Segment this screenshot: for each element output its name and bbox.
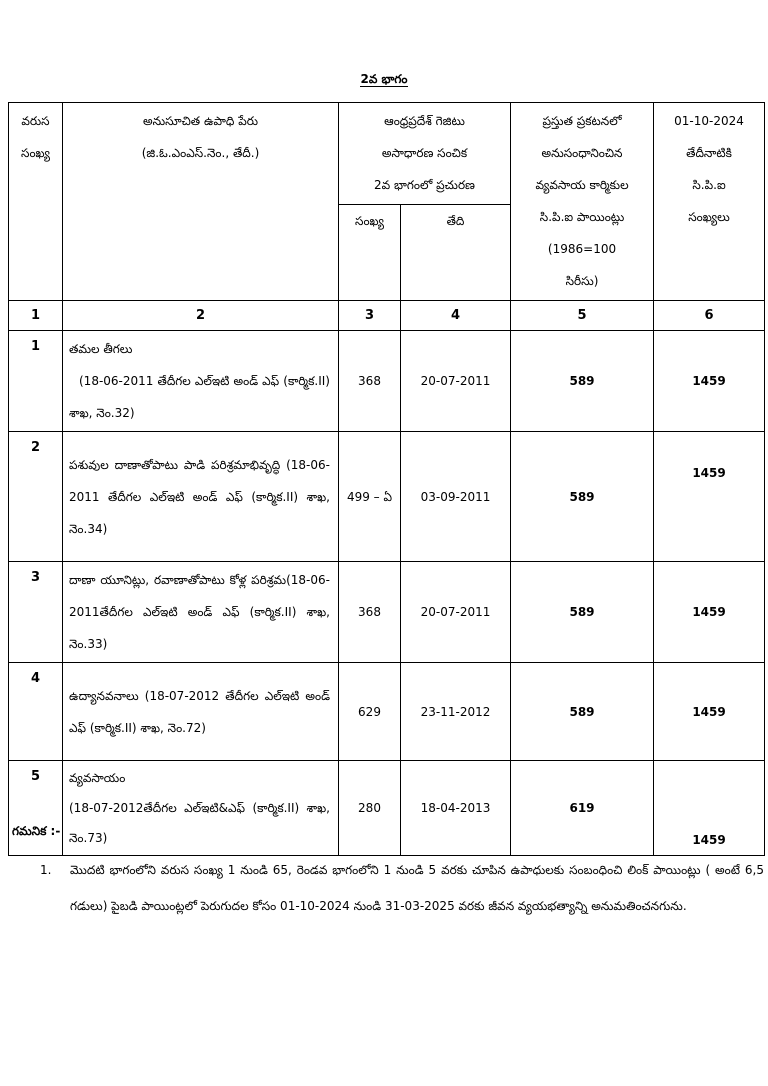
row-serial: 4: [9, 663, 63, 761]
row-employment: పశువుల దాణాతోపాటు పాడి పరిశ్రమాభివృద్ధి (18-06-2011 తేదీగల ఎల్ఇటి అండ్ ఎఫ్ (కార్మిక.II) శాఖ, నెం.34): [63, 432, 339, 562]
row-current-cpi: 1459: [654, 331, 765, 432]
row-employment: ఉద్యానవనాలు (18-07-2012 తేదీగల ఎల్ఇటి అండ్ ఎఫ్ (కార్మిక.II) శాఖ, నెం.72): [63, 663, 339, 761]
table-row: [9, 331, 765, 432]
row-linked-cpi: 589: [511, 562, 654, 663]
col-number: 4: [401, 301, 511, 331]
row-current-cpi: 1459: [654, 663, 765, 761]
header-current-cpi: 01-10-2024 తేదీనాటికి సి.పి.ఐ సంఖ్యలు: [654, 103, 765, 301]
header-employment-name: అనుసూచిత ఉపాధి పేరు (జి.ఓ.ఎంఎస్.నెం., తేదీ.): [63, 103, 339, 301]
header-gazette: ఆంధ్రప్రదేశ్ గెజిటు అసాధారణ సంచిక 2వ భాగంలో ప్రచురణ: [339, 103, 511, 205]
header-linked-cpi: ప్రస్తుత ప్రకటనలో అనుసంధానించిన వ్యవసాయ కార్మికుల సి.పి.ఐ పాయింట్లు (1986=100 సిరీసు): [511, 103, 654, 301]
row-employment: దాణా యూనిట్లు, రవాణాతోపాటు కోళ్ల పరిశ్రమ(18-06-2011తేదీగల ఎల్ఇటి అండ్ ఎఫ్ (కార్మిక.II) శాఖ, నెం.33): [63, 562, 339, 663]
notes-title: గమనిక :-: [12, 824, 61, 838]
cpi-table: [8, 102, 765, 856]
row-employment: వ్యవసాయం (18-07-2012తేదీగల ఎల్ఇటి&ఎఫ్ (కార్మిక.II) శాఖ, నెం.73): [63, 761, 339, 856]
table-row: [9, 562, 765, 663]
row-linked-cpi: 589: [511, 331, 654, 432]
row-current-cpi: 1459: [654, 432, 765, 562]
col-number: 2: [63, 301, 339, 331]
col-number: 1: [9, 301, 63, 331]
row-gazette-number: 499 – ఏ: [339, 432, 401, 562]
row-linked-cpi: 589: [511, 432, 654, 562]
table-row: [9, 761, 765, 856]
header-serial: వరుస సంఖ్య: [9, 103, 63, 301]
row-employment: తమల తీగలు (18-06-2011 తేదీగల ఎల్ఇటి అండ్ ఎఫ్ (కార్మిక.II) శాఖ, నెం.32): [63, 331, 339, 432]
row-linked-cpi: 619: [511, 761, 654, 856]
row-linked-cpi: 589: [511, 663, 654, 761]
row-serial: 2: [9, 432, 63, 562]
row-gazette-date: 18-04-2013: [401, 761, 511, 856]
row-gazette-number: 368: [339, 562, 401, 663]
header-gazette-number: సంఖ్య: [339, 205, 401, 301]
row-gazette-number: 280: [339, 761, 401, 856]
col-number: 5: [511, 301, 654, 331]
column-number-row: [9, 301, 765, 331]
row-current-cpi: 1459: [654, 761, 765, 856]
note-item: [40, 852, 764, 924]
row-serial: 1: [9, 331, 63, 432]
row-current-cpi: 1459: [654, 562, 765, 663]
row-serial: 3: [9, 562, 63, 663]
row-gazette-date: 23-11-2012: [401, 663, 511, 761]
note-text: మొదటి భాగంలోని వరుస సంఖ్య 1 నుండి 65, రెండవ భాగంలోని 1 నుండి 5 వరకు చూపిన ఉపాధులకు సంబంధించి లింక్ పాయింట్లు ( అంటే 6,5 గడులు) పైబడి పాయింట్లలో పెరుగుదల కోసం 01-10-2024 నుండి 31-03-2025 వరకు జీవన వ్యయభత్యాన్ని అనుమతించనగును.: [70, 863, 764, 913]
row-serial: 5: [9, 761, 63, 856]
note-number: 1.: [40, 863, 52, 877]
row-gazette-date: 03-09-2011: [401, 432, 511, 562]
page-header-text: 2వ భాగం: [360, 72, 408, 86]
row-gazette-number: 368: [339, 331, 401, 432]
header-gazette-date: తేది: [401, 205, 511, 301]
col-number: 3: [339, 301, 401, 331]
col-number: 6: [654, 301, 765, 331]
row-gazette-number: 629: [339, 663, 401, 761]
row-gazette-date: 20-07-2011: [401, 562, 511, 663]
page-header: [0, 68, 768, 90]
row-gazette-date: 20-07-2011: [401, 331, 511, 432]
table-row: [9, 432, 765, 562]
table-row: [9, 663, 765, 761]
